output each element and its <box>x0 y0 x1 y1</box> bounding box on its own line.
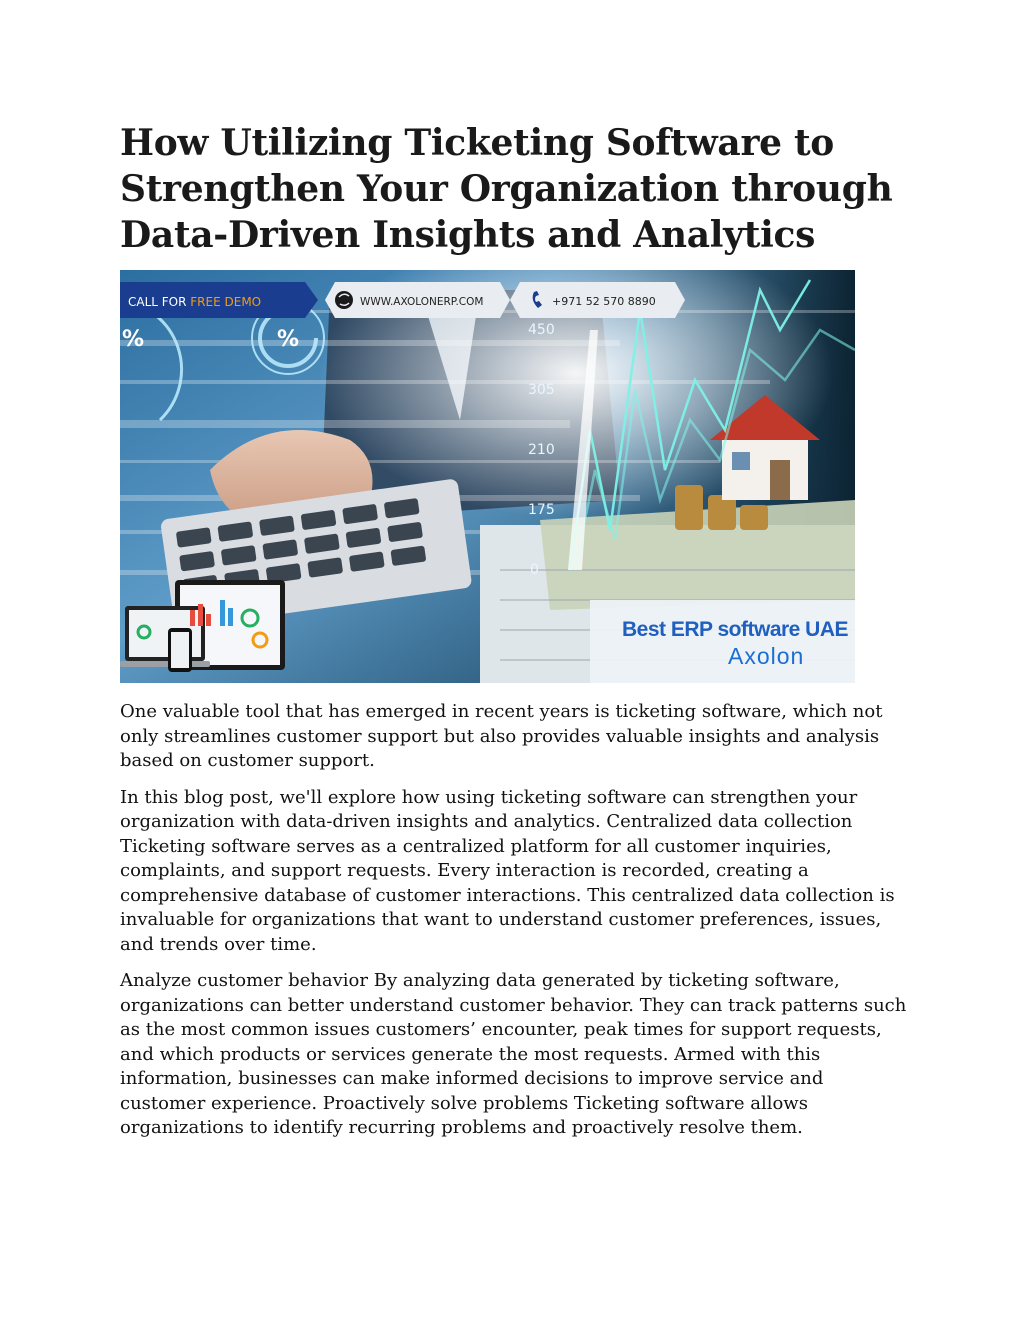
axis-label-210: 210 <box>528 442 555 458</box>
phone-number: +971 52 570 8890 <box>552 295 656 308</box>
article-title: How Utilizing Ticketing Software to Strengthen Your Organization through Data-Driven Insights and Analytics <box>120 122 893 256</box>
cta-highlight: FREE DEMO <box>190 295 262 309</box>
axis-label-175: 175 <box>528 502 555 518</box>
axis-label-305: 305 <box>528 382 555 398</box>
axis-label-0: 0 <box>530 562 539 578</box>
left-percent-label: % <box>122 327 145 352</box>
brand-logo: Axolon <box>728 643 805 669</box>
cta-prefix: CALL FOR <box>128 295 191 309</box>
article-body <box>120 700 910 1153</box>
website-url: WWW.AXOLONERP.COM <box>360 296 484 308</box>
svg-text:CALL FOR FREE DEMO <box>128 295 261 309</box>
phone-pill[interactable] <box>510 282 685 318</box>
banner-tagline: Best ERP software UAE <box>622 618 849 641</box>
paragraph-intro: One valuable tool that has emerged in recent years is ticketing software, which not only streamlines customer support but also provides valuable insights and analysis based on customer support. <box>120 701 883 771</box>
gauge-percent-label: % <box>276 327 300 352</box>
website-pill[interactable] <box>325 282 510 318</box>
call-for-demo-pill[interactable] <box>120 282 318 318</box>
axis-label-450: 450 <box>528 322 555 338</box>
hero-banner-image <box>120 270 855 683</box>
paragraph-customer-behavior: Analyze customer behavior By analyzing data generated by ticketing software, organizations can better understand customer behavior. They can track patterns such as the most common issues customers’ encounter, peak times for support requests, and which products or services generate the most requests. Armed with this information, businesses can make informed decisions to improve service and customer experience. Proactively solve problems Ticketing software allows organizations to identify recurring problems and proactively resolve them. <box>120 970 907 1138</box>
paragraph-centralized-data: In this blog post, we'll explore how using ticketing software can strengthen your organization with data-driven insights and analytics. Centralized data collection Ticketing software serves as a centralized platform for all customer inquiries, complaints, and support requests. Every interaction is recorded, creating a comprehensive database of customer interactions. This centralized data collection is invaluable for organizations that want to understand customer preferences, issues, and trends over time. <box>120 786 895 955</box>
